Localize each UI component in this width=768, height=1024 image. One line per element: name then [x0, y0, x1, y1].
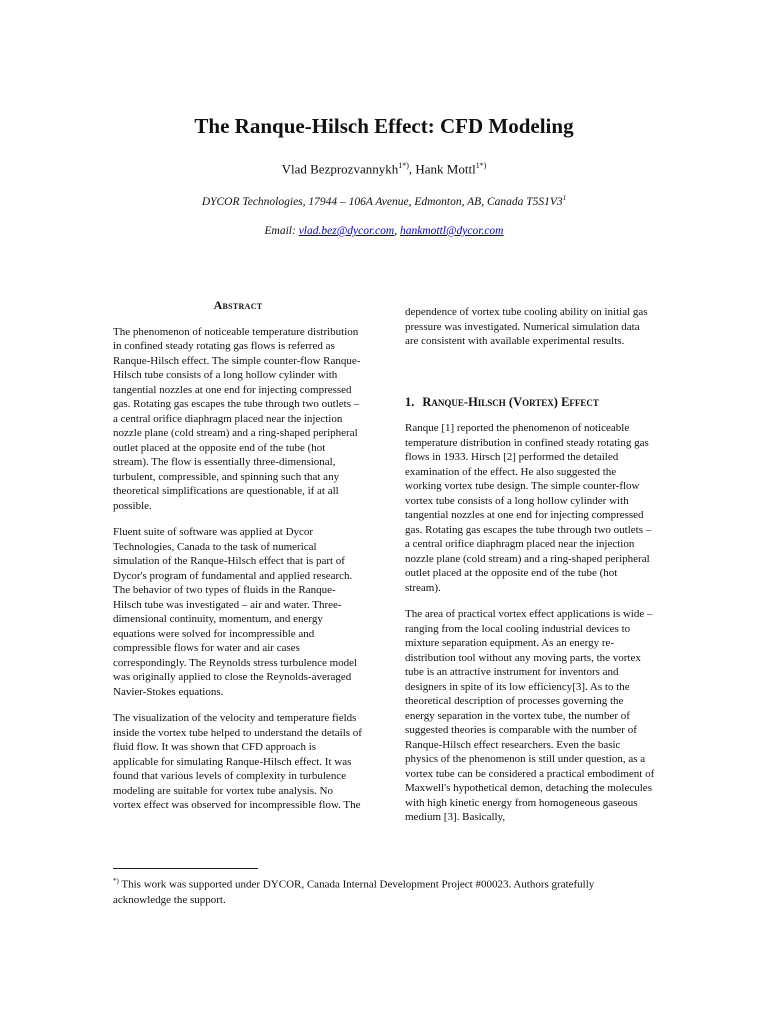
footnote — [113, 874, 633, 908]
footnote-marker: *) — [113, 877, 119, 885]
abstract-paragraph-3: The visualization of the velocity and temperature fields inside the vortex tube helped to understand the details of fluid flow. It was shown that CFD approach is applicable for simulating Ranque-Hilsch effect. It was found that various levels of complexity in turbulence modeling are suitable for vortex tube analysis. No vortex effect was observed for incompressible flow. The — [113, 712, 362, 811]
footnote-divider — [113, 868, 258, 869]
section-1-paragraph-1: Ranque [1] reported the phenomenon of noticeable temperature distribution in confined steady rotating gas flows in 1933. Hirsch [2] performed the detailed examination of the effect. He also suggested the working vortex tube design. The simple counter-flow vortex tube consists of a long hollow cylinder with tangential nozzles at one end for injecting compressed gas. Rotating gas escapes the tube through two outlets – a central orifice diaphragm placed near the injection nozzle plane (cold stream) and a ring-shaped peripheral outlet placed at the opposite end of the tube (hot stream). — [405, 422, 652, 594]
affiliation — [0, 194, 768, 208]
abstract-heading: Abstract — [213, 298, 263, 312]
author-line — [0, 161, 768, 177]
author-separator: , — [408, 161, 416, 177]
affiliation-text: DYCOR Technologies, 17944 – 106A Avenue, Edmonton, AB, Canada T5S1V3 — [201, 195, 563, 208]
author-2-affil-mark: 1*) — [475, 161, 487, 170]
section-1-title: Ranque-Hilsch (Vortex) Effect — [422, 394, 599, 409]
email-link-2[interactable]: hankmottl@dycor.com — [399, 225, 504, 237]
author-2: Hank Mottl — [415, 161, 476, 177]
author-1: Vlad Bezprozvannykh — [281, 161, 399, 177]
author-1-affil-mark: 1*) — [398, 161, 409, 170]
section-1-paragraph-2: The area of practical vortex effect applications is wide – ranging from the local cooling industrial devices to mixture separation equipment. As an energy re-distribution tool without any moving parts, the vortex tube is an attractive instrument for inventors and designers in spite of its low efficiency[3]. As to the theoretical description of processes governing the energy separation in the vortex tube, the number of suggested theories is comparable with the number of Ranque-Hilsch effect researchers. Even the basic physics of the phenomenon is still under question, as a vortex tube can be considered a practical embodiment of Maxwell's hypothetical demon, detaching the molecules with high kinetic energy from homogeneous gaseous medium [3]. Basically, — [405, 608, 655, 823]
email-line — [0, 225, 768, 237]
paper-title: The Ranque-Hilsch Effect: CFD Modeling — [194, 114, 574, 138]
abstract-paragraph-2: Fluent suite of software was applied at Dycor Technologies, Canada to the task of numerical simulation of the Ranque-Hilsch effect that is part of Dycor's program of fundamental and applied research. The behavior of two types of fluids in the Ranque-Hilsch tube was investigated – air and water. Three-dimensional continuity, momentum, and energy equations were solved for incompressible and compressible flows for water and air cases correspondingly. The Reynolds stress turbulence model was originally applied to close the Reynolds-averaged Navier-Stokes equations. — [113, 526, 358, 698]
email-label: Email: — [264, 225, 299, 237]
section-1-number: 1. — [405, 394, 415, 409]
abstract-paragraph-4: dependence of vortex tube cooling ability on initial gas pressure was investigated. Numerical simulation data are consistent with available experimental results. — [405, 306, 648, 347]
abstract-paragraph-1: The phenomenon of noticeable temperature distribution in confined steady rotating gas flows is referred as Ranque-Hilsch effect. The simple counter-flow Ranque-Hilsch tube consists of a long hollow cylinder with tangential nozzles at one end for injecting compressed gas. Rotating gas escapes the tube through two outlets – a central orifice diaphragm placed near the injection nozzle plane (cold stream) and a ring-shaped peripheral outlet placed at the opposite end of the tube (hot stream). The flow is essentially three-dimensional, turbulent, compressible, and spinning such that any theoretical simplifications are questionable, if at all possible. — [113, 325, 361, 512]
section-1-heading — [405, 395, 655, 410]
email-link-1[interactable]: vlad.bez@dycor.com — [298, 225, 395, 237]
right-column — [405, 305, 655, 837]
left-column — [113, 298, 363, 825]
footnote-text: This work was supported under DYCOR, Canada Internal Development Project #00023. Authors gratefully acknowledge the support. — [113, 878, 595, 906]
email-separator: , — [394, 225, 400, 237]
affiliation-mark: 1 — [562, 194, 567, 202]
